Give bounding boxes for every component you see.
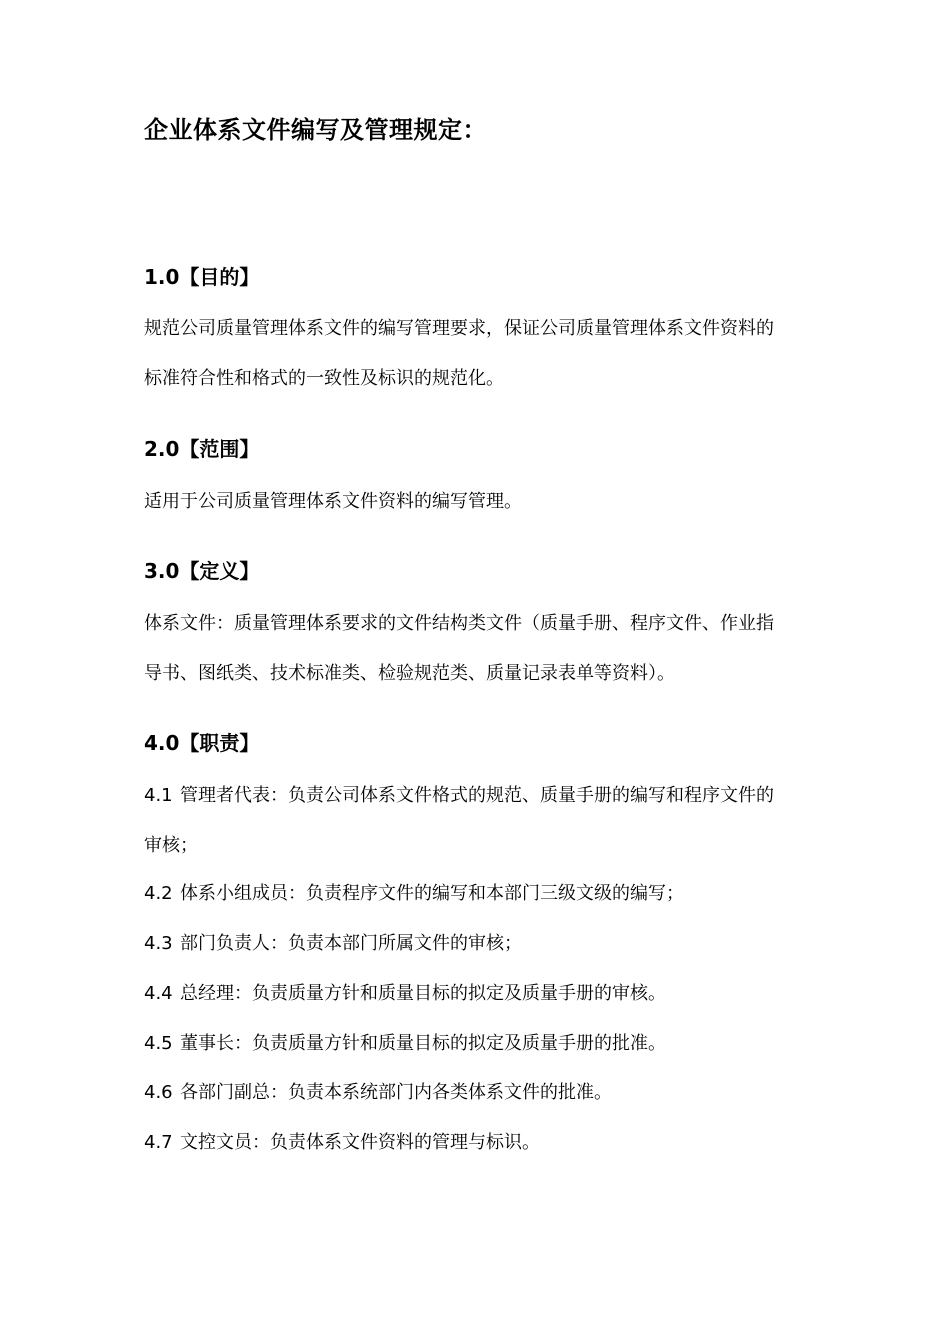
- paragraph-line: 导书、图纸类、技术标准类、检验规范类、质量记录表单等资料）。: [144, 663, 675, 684]
- duty-item: [144, 783, 774, 809]
- duty-number: 4.6: [144, 1082, 173, 1103]
- duty-text: 总经理：负责质量方针和质量目标的拟定及质量手册的审核。: [180, 983, 666, 1004]
- paragraph-line: 体系文件：质量管理体系要求的文件结构类文件（质量手册、程序文件、作业指: [144, 613, 774, 634]
- duty-text: 部门负责人：负责本部门所属文件的审核；: [180, 933, 522, 954]
- duty-number: 4.1: [144, 785, 173, 806]
- section-heading-definition: 3.0【定义】: [144, 559, 260, 583]
- duty-text: 各部门副总：负责本系统部门内各类体系文件的批准。: [180, 1082, 612, 1103]
- section-heading-purpose: 1.0【目的】: [144, 265, 260, 289]
- duty-number: 4.3: [144, 933, 173, 954]
- duty-number: 4.7: [144, 1132, 173, 1153]
- duty-number: 4.2: [144, 883, 173, 904]
- duty-number: 4.4: [144, 983, 173, 1004]
- section-heading-responsibilities: 4.0【职责】: [144, 731, 260, 755]
- duty-item: [144, 981, 666, 1007]
- duty-text: 董事长：负责质量方针和质量目标的拟定及质量手册的批准。: [180, 1033, 666, 1054]
- duty-item: [144, 881, 684, 907]
- duty-text: 文控文员：负责体系文件资料的管理与标识。: [180, 1132, 540, 1153]
- duty-item: [144, 931, 522, 957]
- document-title: 企业体系文件编写及管理规定：: [144, 116, 487, 144]
- paragraph-line: 标准符合性和格式的一致性及标识的规范化。: [144, 368, 504, 389]
- paragraph-line: 适用于公司质量管理体系文件资料的编写管理。: [144, 491, 522, 512]
- section-heading-scope: 2.0【范围】: [144, 437, 260, 461]
- paragraph-line: 规范公司质量管理体系文件的编写管理要求，保证公司质量管理体系文件资料的: [144, 318, 774, 339]
- duty-text: 管理者代表：负责公司体系文件格式的规范、质量手册的编写和程序文件的: [180, 785, 774, 806]
- duty-item-continuation: 审核；: [144, 835, 198, 856]
- duty-item: [144, 1130, 540, 1156]
- duty-item: [144, 1080, 612, 1106]
- duty-item: [144, 1031, 666, 1057]
- duty-number: 4.5: [144, 1033, 173, 1054]
- duty-text: 体系小组成员：负责程序文件的编写和本部门三级文级的编写；: [180, 883, 684, 904]
